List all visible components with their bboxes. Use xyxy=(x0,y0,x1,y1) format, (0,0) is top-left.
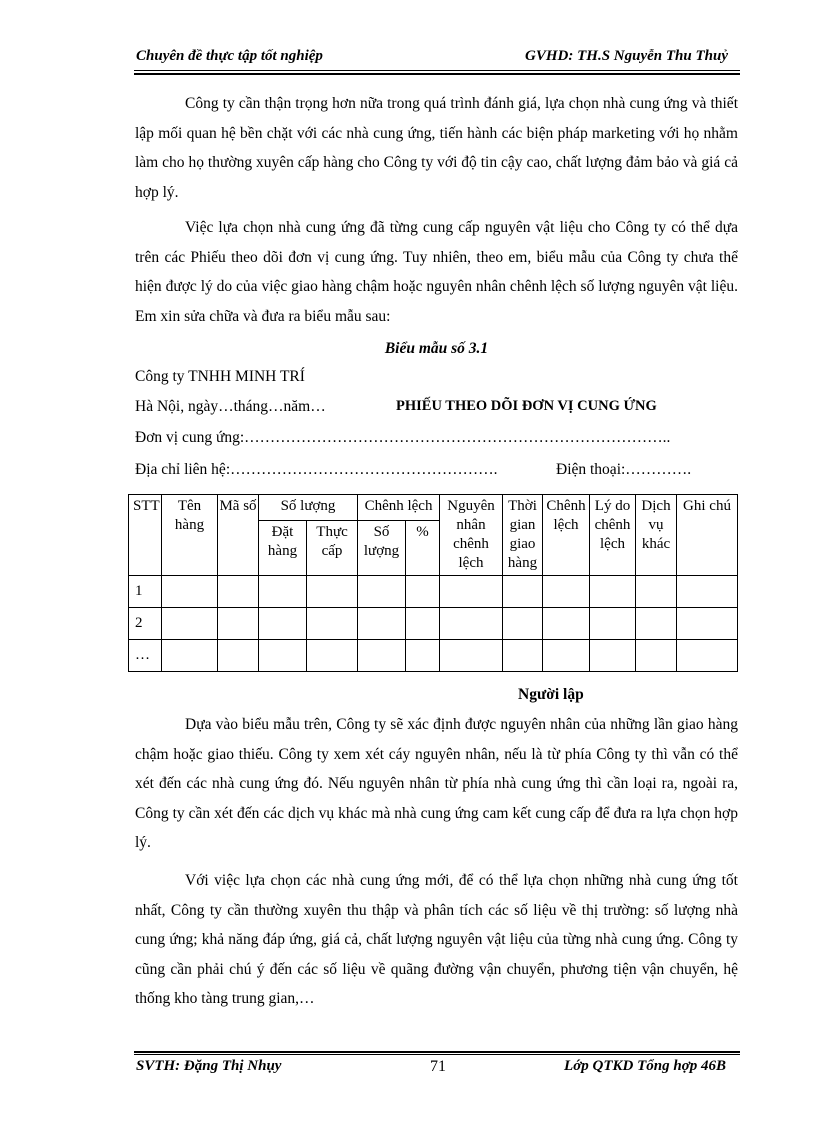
footer-student: SVTH: Đặng Thị Nhụy xyxy=(136,1058,282,1074)
header-percent: % xyxy=(406,521,440,576)
paragraph-4: Với việc lựa chọn các nhà cung ứng mới, để có thể lựa chọn những nhà cung ứng tốt nhất, Công ty cần thường xuyên thu thập và phân tích các số liệu về thị trường: số lượng nhà cung ứng; khả năng đáp ứng, giá cả, chất lượng nguyên vật liệu của từng nhà cung ứng. Công ty cũng cần phải chú ý đến các số liệu về quãng đường vận chuyển, phương tiện vận chuyển, hệ thống kho tàng trung gian,… xyxy=(135,872,738,1007)
row-number: … xyxy=(129,640,162,672)
table-row xyxy=(129,608,738,640)
header-rule xyxy=(134,70,740,71)
paragraph-2: Việc lựa chọn nhà cung ứng đã từng cung cấp nguyên vật liệu cho Công ty có thể dựa trên các Phiếu theo dõi đơn vị cung ứng. Tuy nhiên, theo em, biểu mẫu của Công ty chưa thể hiện được lý do của việc giao hàng chậm hoặc nguyên nhân chênh lệch số lượng nguyên vật liệu. Em xin sửa chữa và đưa ra biểu mẫu sau: xyxy=(135,219,738,325)
header-ten-hang: Tên hàng xyxy=(162,495,218,576)
header-title: Chuyên đề thực tập tốt nghiệp xyxy=(136,48,323,64)
form-caption: Biểu mẫu số 3.1 xyxy=(384,340,489,357)
table-row xyxy=(129,576,738,608)
form-title: PHIẾU THEO DÕI ĐƠN VỊ CUNG ỨNG xyxy=(396,398,657,414)
company-name: Công ty TNHH MINH TRÍ xyxy=(135,368,305,385)
paragraph-3: Dựa vào biểu mẫu trên, Công ty sẽ xác định được nguyên nhân của những lần giao hàng chậm hoặc giao thiếu. Công ty xem xét cáy nguyên nhân, nếu là từ phía Công ty thì vẫn có thể xét đến các nhà cung ứng đó. Nếu nguyên nhân từ phía nhà cung ứng thì cần loại ra, ngoài ra, Công ty cần xét đến các dịch vụ khác mà nhà cung ứng cam kết cung cấp để đưa ra lựa chọn hợp lý. xyxy=(135,716,738,851)
table-header-row xyxy=(129,495,738,521)
header-chenh-lech: Chênh lệch xyxy=(358,495,440,521)
header-dat-hang: Đặt hàng xyxy=(259,521,307,576)
page-number: 71 xyxy=(430,1058,446,1075)
header-ma-so: Mã số xyxy=(218,495,259,576)
header-so-luong: Số lượng xyxy=(259,495,358,521)
footer-class: Lớp QTKD Tổng hợp 46B xyxy=(564,1058,726,1074)
paragraph-1: Công ty cần thận trọng hơn nữa trong quá trình đánh giá, lựa chọn nhà cung ứng và thiết lập mối quan hệ bền chặt với các nhà cung ứng, tiến hành các biện pháp marketing với họ nhằm làm cho họ thường xuyên cấp hàng cho Công ty với độ tin cậy cao, chất lượng đảm bảo và giá cả hợp lý. xyxy=(135,95,738,201)
footer-rule xyxy=(134,1054,740,1055)
address-line: Địa chỉ liên hệ:……………………………………………. xyxy=(135,461,498,478)
footer-rule-thick xyxy=(134,1051,740,1053)
header-supervisor: GVHD: TH.S Nguyễn Thu Thuỷ xyxy=(525,48,728,64)
supplier-line: Đơn vị cung ứng:……………………………………………………………………….. xyxy=(135,429,671,446)
header-chenh-lech-2: Chênh lệch xyxy=(543,495,590,576)
header-stt: STT xyxy=(129,495,162,576)
row-number: 2 xyxy=(129,608,162,640)
date-line: Hà Nội, ngày…tháng…năm… xyxy=(135,398,326,415)
header-ly-do: Lý do chênh lệch xyxy=(590,495,636,576)
supplier-tracking-table xyxy=(128,494,738,672)
header-thoi-gian: Thời gian giao hàng xyxy=(503,495,543,576)
header-thuc-cap: Thực cấp xyxy=(307,521,358,576)
signer-label: Người lập xyxy=(518,686,584,703)
header-rule-thick xyxy=(134,73,740,75)
header-dich-vu: Dịch vụ khác xyxy=(636,495,677,576)
table-row xyxy=(129,640,738,672)
header-nguyen-nhan: Nguyên nhân chênh lệch xyxy=(440,495,503,576)
header-ghi-chu: Ghi chú xyxy=(677,495,738,576)
phone-line: Điện thoại:…………. xyxy=(556,461,692,478)
row-number: 1 xyxy=(129,576,162,608)
header-so-luong-cl: Số lượng xyxy=(358,521,406,576)
